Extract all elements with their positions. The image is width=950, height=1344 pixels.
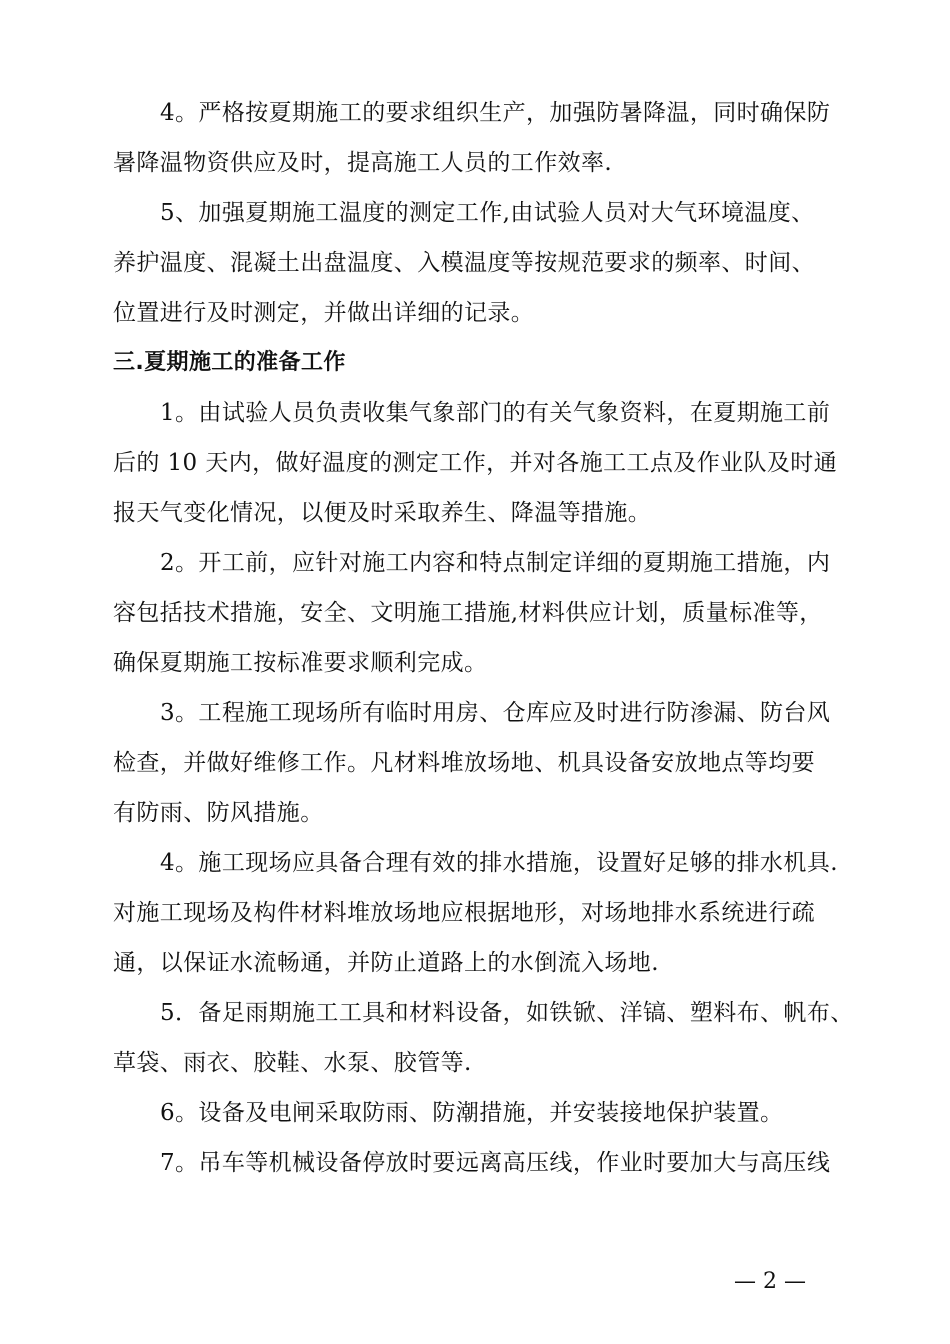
paragraph-line: 3。工程施工现场所有临时用房、仓库应及时进行防渗漏、防台风 <box>160 700 831 726</box>
paragraph-line: 7。吊车等机械设备停放时要远离高压线，作业时要加大与高压线 <box>160 1150 831 1176</box>
paragraph-line: 后的 10 天内，做好温度的测定工作，并对各施工工点及作业队及时通 <box>113 450 838 476</box>
paragraph-line: 1。由试验人员负责收集气象部门的有关气象资料，在夏期施工前 <box>160 400 831 426</box>
paragraph-line: 草袋、雨衣、胶鞋、水泵、胶管等. <box>113 1050 472 1076</box>
paragraph-line: 报天气变化情况，以便及时采取养生、降温等措施。 <box>113 500 652 526</box>
paragraph-line: 4。施工现场应具备合理有效的排水措施，设置好足够的排水机具. <box>160 850 838 876</box>
paragraph-line: 养护温度、混凝土出盘温度、入模温度等按规范要求的频率、时间、 <box>113 250 815 276</box>
paragraph-line: 6。设备及电闸采取防雨、防潮措施，并安装接地保护装置。 <box>160 1100 784 1126</box>
paragraph-line: 2。开工前，应针对施工内容和特点制定详细的夏期施工措施，内 <box>160 550 831 576</box>
paragraph-line: 暑降温物资供应及时，提高施工人员的工作效率. <box>113 150 613 176</box>
paragraph-line: 5、加强夏期施工温度的测定工作,由试验人员对大气环境温度、 <box>160 200 815 226</box>
section-heading: 三.夏期施工的准备工作 <box>113 350 346 375</box>
paragraph-line: 对施工现场及构件材料堆放场地应根据地形，对场地排水系统进行疏 <box>113 900 815 926</box>
paragraph-line: 检查，并做好维修工作。凡材料堆放场地、机具设备安放地点等均要 <box>113 750 815 776</box>
paragraph-line: 位置进行及时测定，并做出详细的记录。 <box>113 300 535 326</box>
paragraph-line: 5．备足雨期施工工具和材料设备，如铁锨、洋镐、塑料布、帆布、 <box>160 1000 854 1026</box>
paragraph-line: 有防雨、防风措施。 <box>113 800 324 826</box>
paragraph-line: 容包括技术措施，安全、文明施工措施,材料供应计划，质量标准等， <box>113 600 823 626</box>
paragraph-line: 4。严格按夏期施工的要求组织生产，加强防暑降温，同时确保防 <box>160 100 831 126</box>
page-number: — 2 — <box>734 1269 806 1294</box>
paragraph-line: 确保夏期施工按标准要求顺利完成。 <box>113 650 488 676</box>
paragraph-line: 通，以保证水流畅通，并防止道路上的水倒流入场地. <box>113 950 659 976</box>
